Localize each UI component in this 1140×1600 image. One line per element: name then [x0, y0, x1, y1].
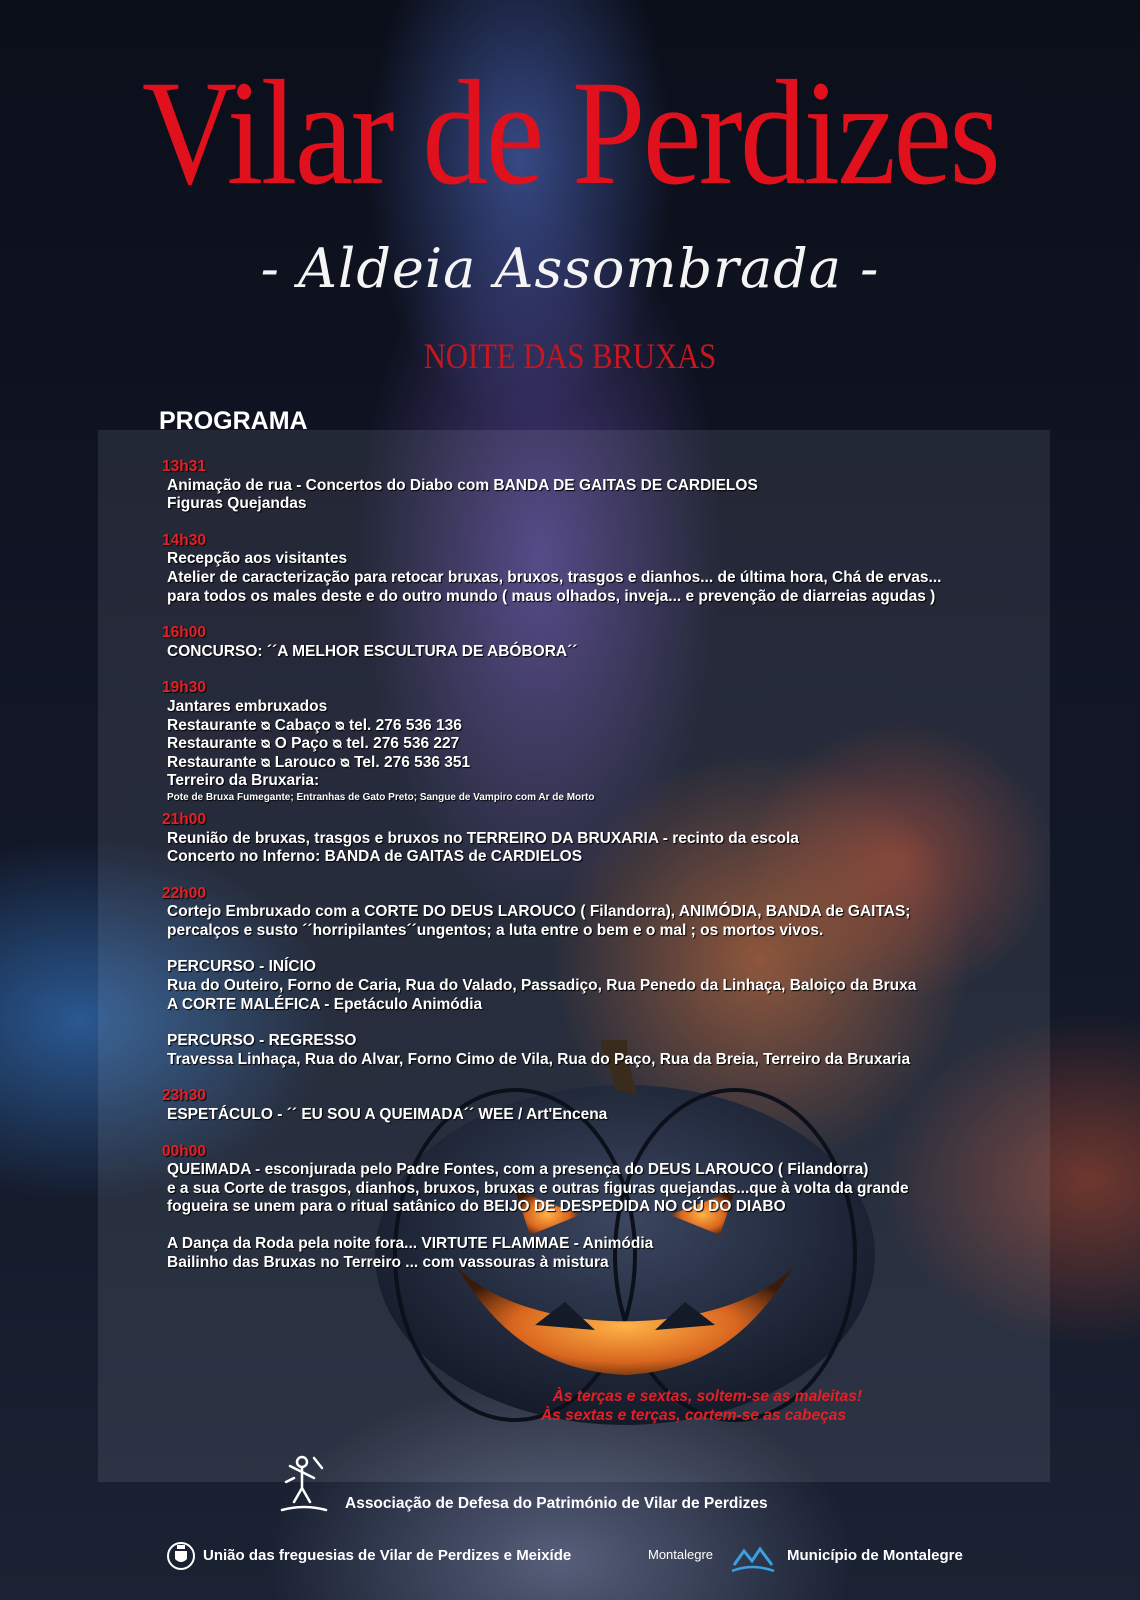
program-time: 00h00 — [162, 1142, 206, 1160]
program-line: Rua do Outeiro, Forno de Caria, Rua do Valado, Passadiço, Rua Penedo da Linhaça, Baloiço da Bruxa — [167, 977, 917, 995]
program-menu-note: Pote de Bruxa Fumegante; Entranhas de Gato Preto; Sangue de Vampiro com Ar de Morto — [167, 791, 595, 803]
association-logo-icon — [278, 1452, 330, 1516]
montalegre-logo-icon — [648, 1537, 776, 1575]
program-line: ESPETÁCULO - ´´ EU SOU A QUEIMADA´´ WEE / Art'Encena — [167, 1106, 608, 1124]
program-line: PERCURSO - INÍCIO — [167, 958, 316, 976]
program-line: percalços e susto ´´horripilantes´´ungentos; a luta entre o bem e o mal ; os mortos vivos. — [167, 921, 824, 939]
program-item — [162, 679, 1032, 805]
program-line: fogueira se unem para o ritual satânico do BEIJO DE DESPEDIDA NO CÚ DO DIABO — [167, 1198, 786, 1216]
program-item — [162, 811, 1032, 867]
program-line: Restaurante ᴓ Cabaço ᴓ tel. 276 536 136 — [167, 716, 462, 734]
quote-line: Às sextas e terças, cortem-se as cabeças — [540, 1407, 846, 1424]
program-line: Restaurante ᴓ Larouco ᴓ Tel. 276 536 351 — [167, 753, 471, 771]
program-item — [162, 1032, 1032, 1069]
program-item — [162, 1235, 1032, 1272]
program-line: e a sua Corte de trasgos, dianhos, bruxos, bruxas e outras figuras quejandas...que à volta da grande — [167, 1179, 909, 1197]
program-item — [162, 624, 1032, 661]
program-line: Figuras Quejandas — [167, 495, 307, 513]
program-item — [162, 958, 1032, 1014]
uniao-name: União das freguesias de Vilar de Perdizes e Meixíde — [203, 1547, 572, 1564]
quote-line: Às terças e sextas, soltem-se as maleitas! — [552, 1388, 862, 1405]
association-name: Associação de Defesa do Património de Vilar de Perdizes — [345, 1495, 768, 1512]
municipio-name: Município de Montalegre — [787, 1547, 963, 1564]
program-item — [162, 885, 1032, 941]
program-time: 14h30 — [162, 531, 206, 549]
program-time: 13h31 — [162, 458, 206, 475]
program-line: Recepção aos visitantes — [167, 550, 348, 568]
program-item — [162, 532, 1032, 606]
program-line: Cortejo Embruxado com a CORTE DO DEUS LAROUCO ( Filandorra), ANIMÓDIA, BANDA de GAITAS; — [167, 903, 911, 921]
closing-quote — [0, 1387, 862, 1425]
program-item — [162, 458, 1032, 514]
program-line: CONCURSO: ´´A MELHOR ESCULTURA DE ABÓBORA´´ — [167, 642, 578, 660]
program-time: 16h00 — [162, 624, 206, 642]
montalegre-logo-text: Montalegre — [648, 1547, 714, 1562]
program-line: Concerto no Inferno: BANDA de GAITAS de CARDIELOS — [167, 848, 583, 866]
program-line: Restaurante ᴓ O Paço ᴓ tel. 276 536 227 — [167, 735, 460, 753]
program-item — [162, 1143, 1032, 1217]
program-item — [162, 1087, 1032, 1124]
program-heading: PROGRAMA — [159, 407, 308, 435]
program-line: QUEIMADA - esconjurada pelo Padre Fontes, com a presença do DEUS LAROUCO ( Filandorra) — [167, 1161, 869, 1179]
program-line: Travessa Linhaça, Rua do Alvar, Forno Cimo de Vila, Rua do Paço, Rua da Breia, Terreiro da Bruxaria — [167, 1050, 911, 1068]
program-line: Animação de rua - Concertos do Diabo com BANDA DE GAITAS DE CARDIELOS — [167, 476, 758, 494]
program-time: 23h30 — [162, 1087, 206, 1105]
program-line: A Dança da Roda pela noite fora... VIRTUTE FLAMMAE - Animódia — [167, 1235, 654, 1252]
program-list — [162, 458, 1032, 1272]
uniao-coat-of-arms-icon — [166, 1541, 196, 1571]
program-line: Atelier de caracterização para retocar bruxas, bruxos, trasgos e dianhos... de última hora, Chá de ervas... para todos os males deste e do outro mundo ( maus olhados, inveja... e prevenção de diarreias agudas ) — [167, 568, 942, 605]
program-line: PERCURSO - REGRESSO — [167, 1032, 357, 1050]
program-line: Reunião de bruxas, trasgos e bruxos no TERREIRO DA BRUXARIA - recinto da escola — [167, 829, 799, 847]
program-time: 21h00 — [162, 810, 206, 828]
program-line: Terreiro da Bruxaria: — [167, 772, 320, 790]
poster-title: Vilar de Perdizes — [141, 50, 999, 216]
poster-subtitle: - Aldeia Assombrada - — [260, 237, 880, 300]
program-line: Jantares embruxados — [167, 697, 328, 715]
program-time: 22h00 — [162, 884, 206, 902]
program-line: Bailinho das Bruxas no Terreiro ... com vassouras à mistura — [167, 1253, 609, 1271]
program-line: A CORTE MALÉFICA - Epetáculo Animódia — [167, 995, 483, 1013]
event-name: NOITE DAS BRUXAS — [423, 336, 717, 376]
program-time: 19h30 — [162, 679, 206, 697]
